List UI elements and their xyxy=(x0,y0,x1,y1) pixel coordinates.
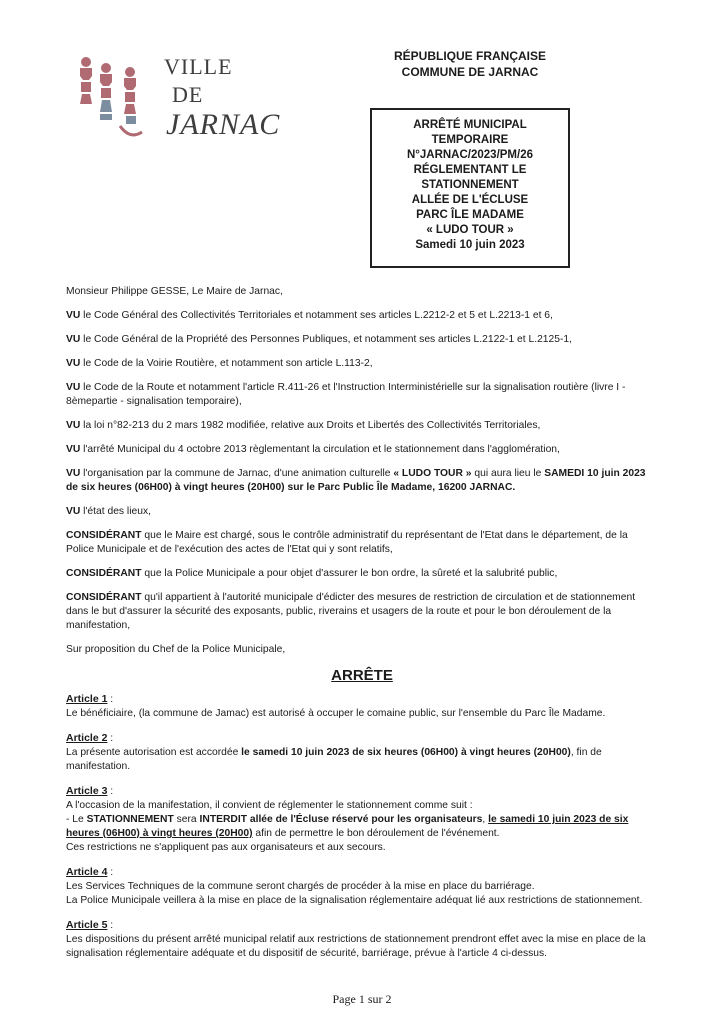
considerant-text: que la Police Municipale a pour objet d'assurer le bon ordre, la sûreté et la salubrité public, xyxy=(141,568,558,579)
vu-paragraph xyxy=(66,309,658,323)
decree-line: N°JARNAC/2023/PM/26 xyxy=(406,149,534,161)
commune-title: COMMUNE DE JARNAC xyxy=(401,65,539,79)
considerant-text: qu'il appartient à l'autorité municipale d'édicter des mesures de restriction de circulation et de stationnement dans le but d'assurer la sécurité des exposants, public, riverains et usagers de la route et pour le bon déroulement de la manifestation, xyxy=(66,592,636,631)
vu-text: le Code Général de la Propriété des Personnes Publiques, et notamment ses articles L.2122-1 et L.2125-1, xyxy=(80,334,572,345)
republic-title: RÉPUBLIQUE FRANÇAISE xyxy=(393,49,546,63)
vu-text: qui aura lieu le xyxy=(471,468,545,479)
town-logo xyxy=(76,54,281,146)
article-title: Article 2 xyxy=(66,732,108,744)
parking-label: STATIONNEMENT xyxy=(86,814,174,825)
vu-paragraph xyxy=(66,357,658,371)
vu-label: VU xyxy=(66,310,81,321)
vu-paragraph xyxy=(66,333,658,347)
logo-line-1: VILLE xyxy=(164,54,233,79)
vu-text: la loi n°82-213 du 2 mars 1982 modifiée, relative aux Droits et Libertés des Collectivités Territoriales, xyxy=(80,420,541,431)
vu-text: le Code de la Route et notamment l'article R.411-26 et l'Instruction Interministérielle sur la signalisation routière (livre I - 8èmepartie - signalisation temporaire), xyxy=(66,382,626,407)
article-text: A l'occasion de la manifestation, il convient de réglementer le stationnement comme suit : xyxy=(66,800,473,811)
republic-header xyxy=(370,48,570,80)
article-text: Ces restrictions ne s'appliquent pas aux organisateurs et aux secours. xyxy=(66,842,386,853)
vu-text: l'arrêté Municipal du 4 octobre 2013 règlementant la circulation et le stationnement dans l'agglomération, xyxy=(80,444,560,455)
article-text xyxy=(66,813,658,841)
decree-line: Samedi 10 juin 2023 xyxy=(415,239,525,251)
vu-text: le Code Général des Collectivités Territoriales et notamment ses articles L.2212-2 et 5 et L.2213-1 et 6, xyxy=(80,310,553,321)
article-text: La Police Municipale veillera à la mise en place de la signalisation réglementaire adéquat lié aux restrictions de stationnement. xyxy=(66,895,643,906)
considerant-paragraph xyxy=(66,529,658,557)
vu-label: VU xyxy=(66,506,81,517)
decree-line: PARC ÎLE MADAME xyxy=(416,209,524,221)
vu-label: VU xyxy=(66,420,81,431)
article-text-part: sera xyxy=(173,814,200,825)
page-number: Page 1 sur 2 xyxy=(332,992,392,1006)
preamble xyxy=(66,285,658,667)
intro-paragraph: Monsieur Philippe GESSE, Le Maire de Jarnac, xyxy=(66,286,283,297)
article-date: le samedi 10 juin 2023 de six heures (06H00) à vingt heures (20H00) xyxy=(241,747,571,758)
arrete-heading: ARRÊTE xyxy=(331,667,393,684)
decree-line: TEMPORAIRE xyxy=(431,134,509,146)
article-3: Article 3 : A l'occasion de la manifestation, il convient de réglementer le stationnement comme suit : - Le STATIONNEMENT sera INTERDIT allée de l'Écluse réservé pour les organisateurs, le samedi 10 juin 2023 de six heures (06H00) à vingt heures (20H00) afin de permettre le bon déroulement de l'événement. Ces restrictions ne s'appliquent pas aux organisateurs et aux secours. xyxy=(66,784,658,855)
vu-label: VU xyxy=(66,334,81,345)
article-text xyxy=(66,746,658,774)
logo-line-2: DE xyxy=(172,82,204,107)
logo-line-3: JARNAC xyxy=(166,108,281,141)
vu-paragraph xyxy=(66,419,658,433)
vu-text: l'organisation par la commune de Jarnac, d'une animation culturelle xyxy=(80,468,394,479)
vu-paragraph xyxy=(66,505,658,519)
considerant-label: CONSIDÉRANT xyxy=(66,568,142,579)
articles-section xyxy=(66,692,658,971)
vu-label: VU xyxy=(66,444,81,455)
decree-title-box xyxy=(370,108,570,268)
article-4: Article 4 : Les Services Techniques de la commune seront chargés de procéder à la mise en place du barriérage. La Police Municipale veillera à la mise en place de la signalisation réglementaire adéquat lié aux restrictions de stationnement. xyxy=(66,865,658,908)
article-title: Article 5 xyxy=(66,919,108,931)
considerant-paragraph xyxy=(66,591,658,633)
article-title: Article 3 xyxy=(66,785,108,797)
vu-paragraph xyxy=(66,443,658,457)
considerant-text: que le Maire est chargé, sous le contrôle administratif du représentant de l'Etat dans le département, de la Police Municipale et de l'exécution des actes de l'Etat qui y sont relatifs, xyxy=(66,530,628,555)
article-title: Article 4 xyxy=(66,866,108,878)
event-name: « LUDO TOUR » xyxy=(393,468,472,479)
vu-text: l'état des lieux, xyxy=(80,506,151,517)
article-text-part: , fin de manifestation. xyxy=(66,747,602,772)
article-text-part: afin de permettre le bon déroulement de l'événement. xyxy=(252,828,500,839)
decree-line: ARRÊTÉ MUNICIPAL xyxy=(413,119,527,131)
vu-label: VU xyxy=(66,358,81,369)
article-5: Article 5 : Les dispositions du présent arrêté municipal relatif aux restrictions de stationnement prendront effet avec la mise en place de la signalisation réglementaire adéquate et du dispositif de sécurité, barriérage, prévue à l'article 4 ci-dessus. xyxy=(66,918,658,961)
article-2: Article 2 : La présente autorisation est accordée le samedi 10 juin 2023 de six heures (06H00) à vingt heures (20H00), fin de manifestation. xyxy=(66,731,658,774)
decree-line: STATIONNEMENT xyxy=(421,179,519,191)
article-text-part: - Le xyxy=(66,814,87,825)
article-text: Les dispositions du présent arrêté municipal relatif aux restrictions de stationnement prendront effet avec la mise en place de la signalisation réglementaire adéquate et du dispositif de sécurité, barriérage, prévue à l'article 4 ci-dessus. xyxy=(66,934,646,959)
vu-paragraph xyxy=(66,467,658,495)
decree-line: RÉGLEMENTANT LE xyxy=(413,164,527,176)
article-text-part: La présente autorisation est accordée xyxy=(66,747,242,758)
vu-label: VU xyxy=(66,382,81,393)
article-text-part: , xyxy=(482,814,489,825)
article-text: Les Services Techniques de la commune seront chargés de procéder à la mise en place du barriérage. xyxy=(66,881,535,892)
parking-restriction: INTERDIT allée de l'Écluse réservé pour les organisateurs xyxy=(199,814,483,825)
article-text: Le bénéficiaire, (la commune de Jamac) est autorisé à occuper le comaine public, sur l'ensemble du Parc Île Madame. xyxy=(66,708,606,719)
article-1: Article 1 : Le bénéficiaire, (la commune de Jamac) est autorisé à occuper le comaine public, sur l'ensemble du Parc Île Madame. xyxy=(66,692,658,721)
vu-label: VU xyxy=(66,468,81,479)
decree-line: ALLÉE DE L'ÉCLUSE xyxy=(411,194,529,206)
considerant-label: CONSIDÉRANT xyxy=(66,530,142,541)
article-title: Article 1 xyxy=(66,693,108,705)
figures-emblem-icon xyxy=(76,54,162,146)
considerant-label: CONSIDÉRANT xyxy=(66,592,142,603)
article-date: le samedi 10 juin 2023 de six heures (06H00) à vingt heures (20H00) xyxy=(66,814,629,839)
event-date: SAMEDI 10 juin 2023 de six heures (06H00) à vingt heures (20H00) sur le Parc Public Île Madame, 16200 JARNAC. xyxy=(66,468,646,493)
decree-line: « LUDO TOUR » xyxy=(426,224,514,236)
vu-paragraph xyxy=(66,381,658,409)
proposal-paragraph: Sur proposition du Chef de la Police Municipale, xyxy=(66,644,286,655)
vu-text: le Code de la Voirie Routière, et notamment son article L.113-2, xyxy=(80,358,373,369)
considerant-paragraph xyxy=(66,567,658,581)
